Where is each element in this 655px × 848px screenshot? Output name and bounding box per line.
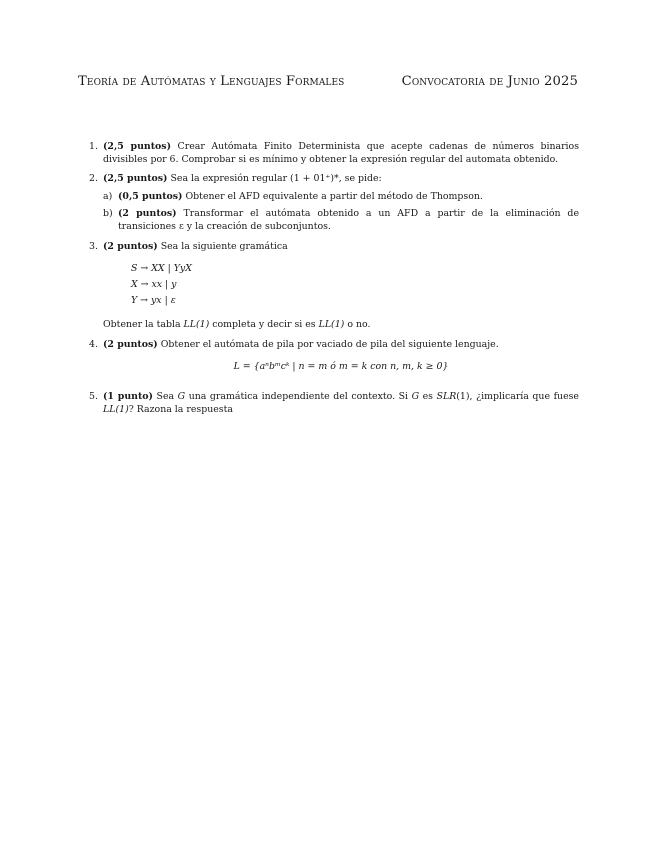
question-points: (2,5 puntos) [103, 173, 168, 185]
grammar-rule: S → XX | YyX [131, 263, 192, 275]
question-term: LL(1) [103, 403, 129, 415]
question-1 [89, 141, 579, 166]
instruction-term: LL(1) [318, 319, 345, 331]
question-points: (2,5 puntos) [103, 141, 172, 152]
question-number: 1. [89, 141, 98, 152]
instruction-text: o no. [344, 319, 371, 331]
question-number: 2. [89, 173, 98, 185]
exam-session: Convocatoria de Junio 2025 [401, 74, 578, 89]
subquestion-text: Transformar el autómata obtenido a un AFD a partir de la eliminación de transiciones ε y la creación de subconjuntos. [118, 208, 579, 232]
grammar-rule: X → xx | y [131, 279, 177, 291]
question-text: Obtener el autómata de pila por vaciado de pila del siguiente lenguaje. [160, 338, 499, 350]
instruction-text: Obtener la tabla [103, 319, 184, 331]
subquestion-label: a) [103, 190, 113, 202]
subquestion-b [103, 208, 579, 233]
question-5 [89, 391, 579, 416]
question-3 [89, 241, 579, 332]
question-number: 4. [89, 338, 98, 350]
page-header [78, 74, 578, 89]
question-text: Sea la siguiente gramática [160, 240, 288, 252]
question-term: G [411, 390, 420, 402]
question-2 [89, 173, 579, 233]
question-points: (2 puntos) [103, 338, 158, 350]
question-text: ? Razona la respuesta [128, 403, 233, 415]
language-formula: L = {aⁿbᵐcᵏ | n = m ó m = k con n, m, k ≥ 0} [233, 361, 449, 373]
question-text: Sea [156, 390, 178, 402]
exam-questions [89, 141, 579, 423]
subquestion-a [103, 191, 579, 204]
subquestion-text: Obtener el AFD equivalente a partir del método de Thompson. [185, 190, 483, 202]
course-title: Teoría de Autómatas y Lenguajes Formales [78, 74, 345, 89]
question-instruction [103, 319, 579, 332]
question-number: 5. [89, 390, 98, 402]
grammar-rule: Y → yx | ε [131, 295, 176, 307]
subquestion-label: b) [103, 208, 113, 220]
question-text: Crear Autómata Finito Determinista que acepte cadenas de números binarios divisibles por 6. Comprobar si es mínimo y obtener la expresión regular del automata obtenido. [103, 141, 579, 165]
question-term: G [177, 390, 186, 402]
question-4 [89, 339, 579, 384]
question-text: Sea la expresión regular (1 + 01⁺)*, se pide: [170, 173, 382, 185]
grammar-rules [131, 261, 579, 309]
subquestion-points: (2 puntos) [118, 208, 177, 220]
question-points: (2 puntos) [103, 240, 158, 252]
question-text: es [419, 390, 437, 402]
question-points: (1 punto) [103, 390, 153, 402]
question-number: 3. [89, 240, 98, 252]
question-text: una gramática independiente del contexto. Si [185, 390, 412, 402]
instruction-term: LL(1) [183, 319, 210, 331]
question-text: (1), ¿implicaría que fuese [456, 390, 579, 402]
subquestion-points: (0,5 puntos) [118, 190, 183, 202]
question-term: SLR [436, 390, 457, 402]
instruction-text: completa y decir si es [209, 319, 319, 331]
